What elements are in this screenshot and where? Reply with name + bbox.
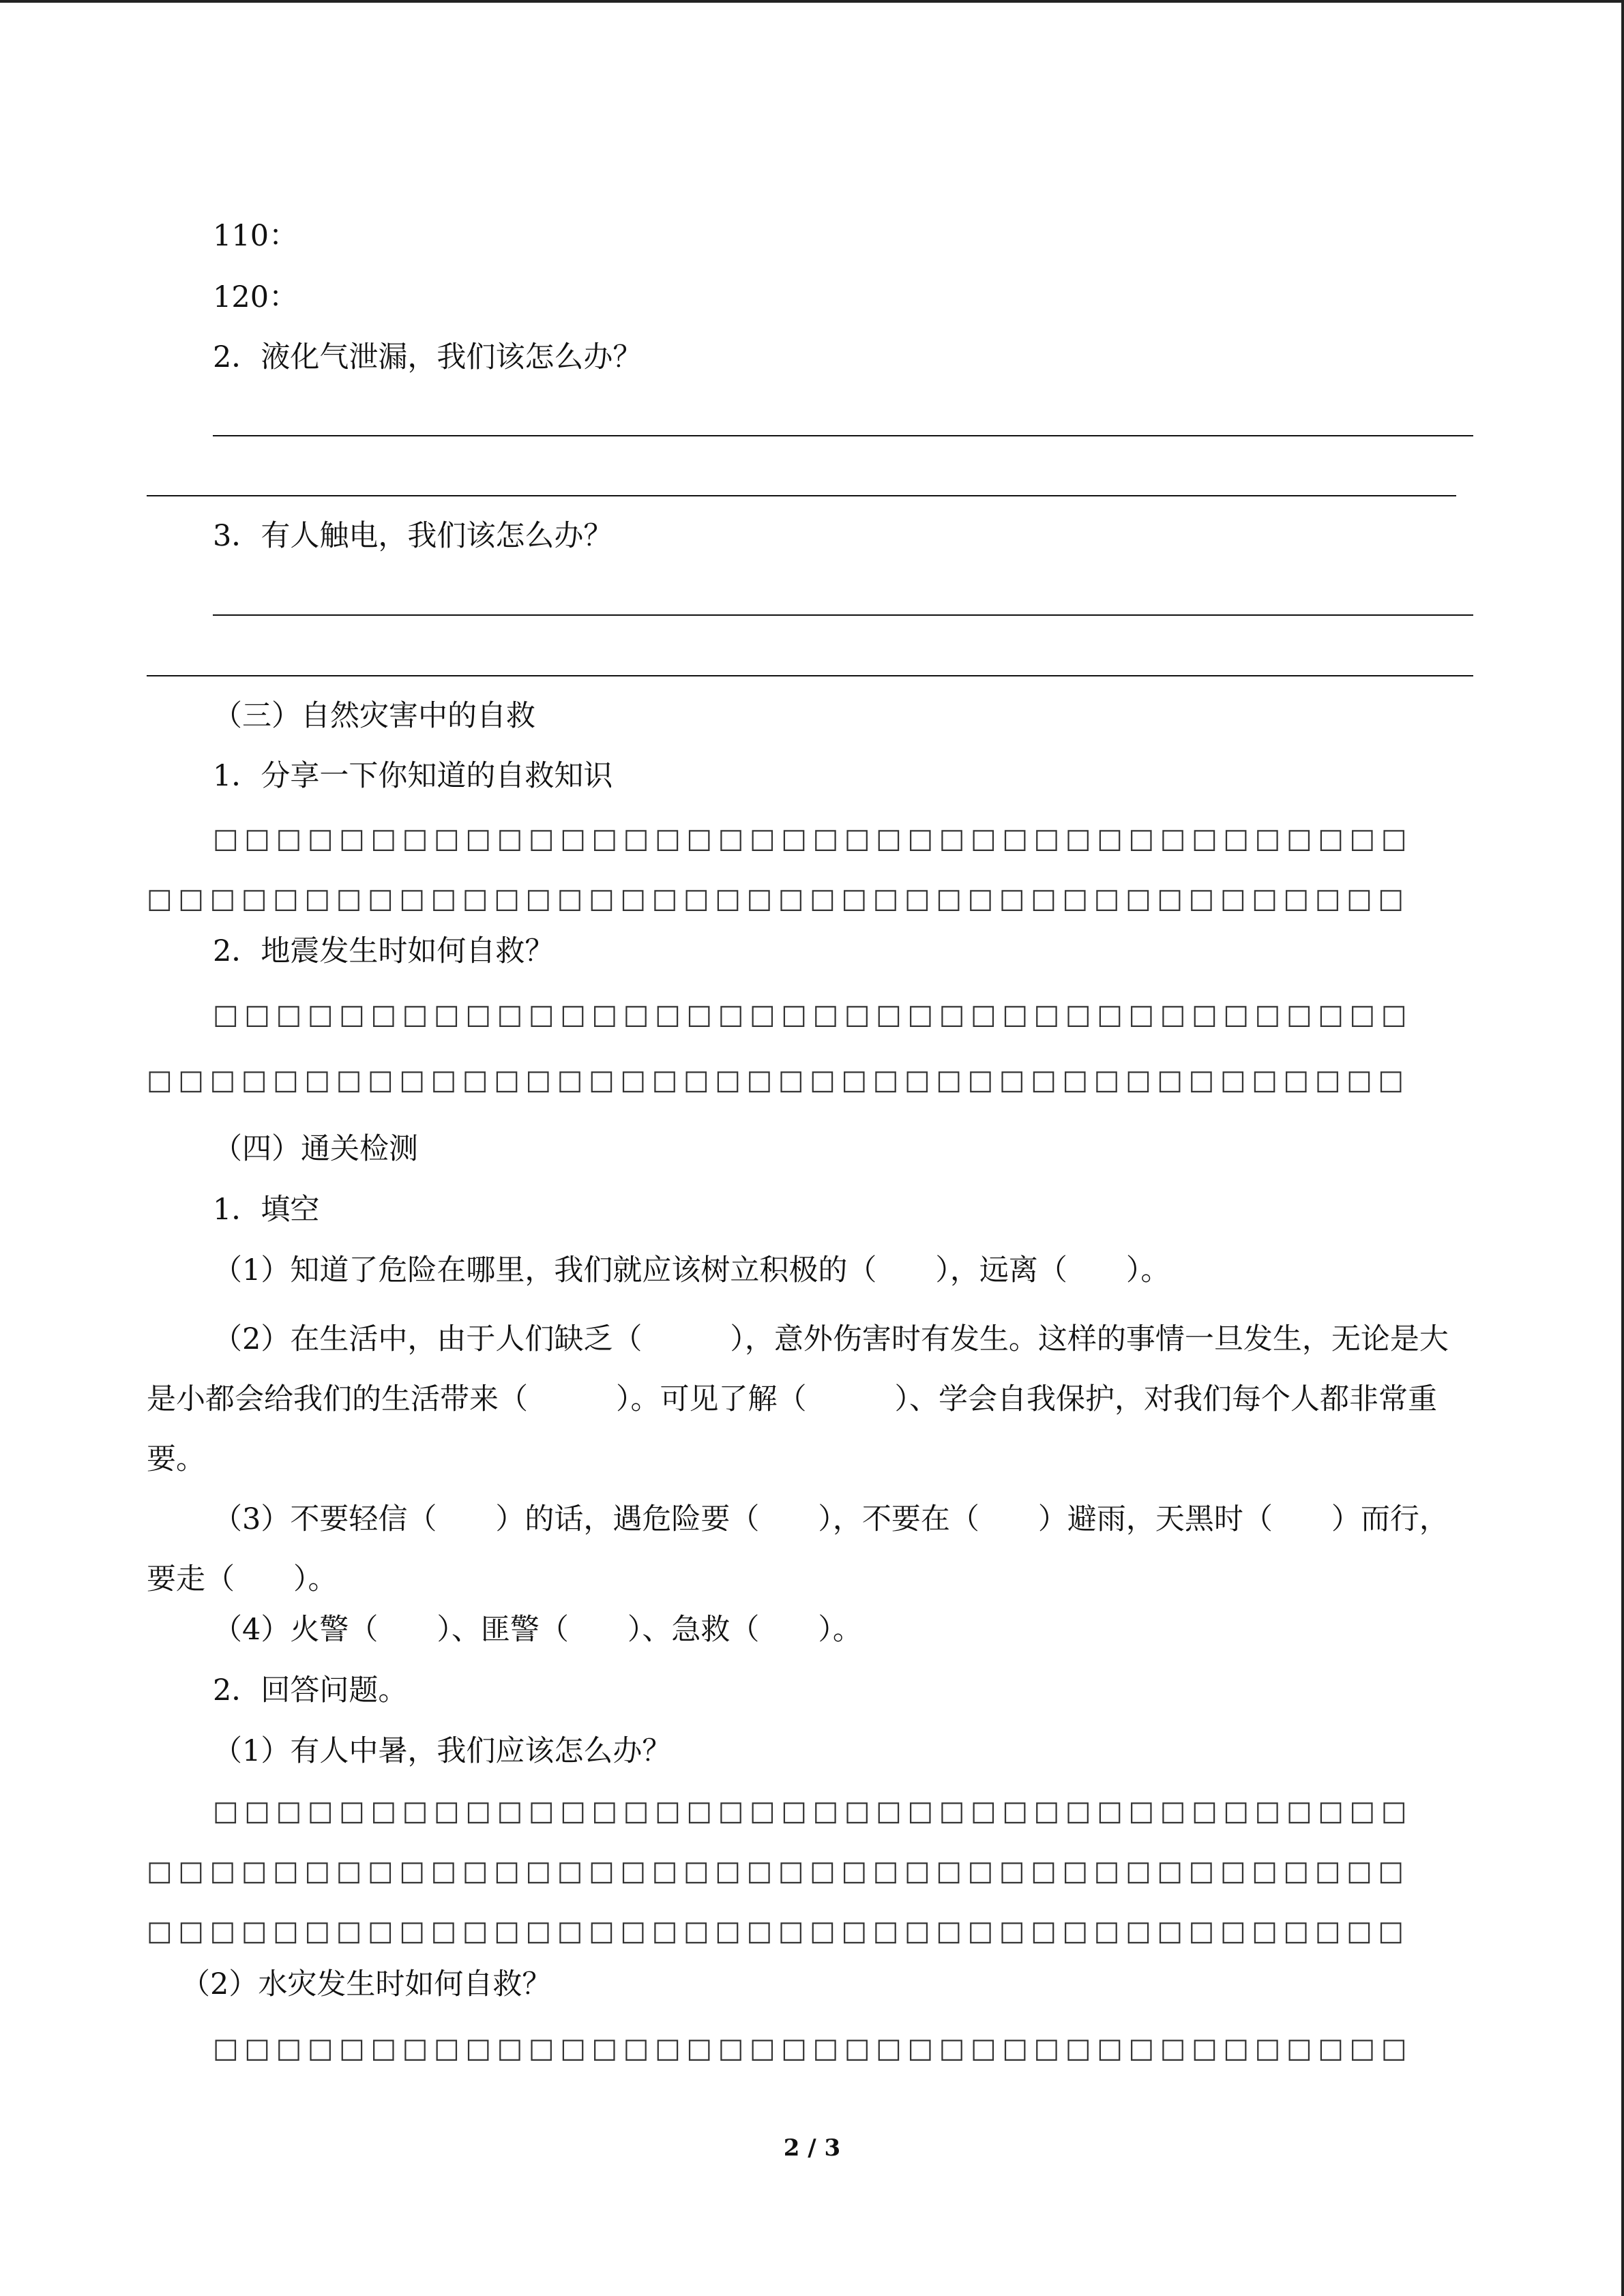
answer-box-row: □□□□□□□□□□□□□□□□□□□□□□□□□□□□□□□□□□□□□□□□ <box>147 1855 1410 1887</box>
fill-blank-item-2: （2）在生活中，由于人们缺乏（ ），意外伤害时有发生。这样的事情一旦发生，无论是大是小都会给我们的生活带来（ ）。可见了解（ ）、学会自我保护，对我们每个人都非常重要。 <box>147 1322 1449 1476</box>
question-share-self-rescue: 1．分享一下你知道的自救知识 <box>213 759 613 793</box>
section-natural-disaster-heading: （三）自然灾害中的自救 <box>213 699 535 733</box>
page-right-border <box>1621 0 1624 2296</box>
answer-line <box>213 435 1473 436</box>
answer-line <box>213 614 1473 616</box>
hotline-120-label: 120： <box>213 280 299 314</box>
answer-box-row: □□□□□□□□□□□□□□□□□□□□□□□□□□□□□□□□□□□□□□□□ <box>147 883 1410 914</box>
answer-questions-heading: 2．回答问题。 <box>213 1673 408 1708</box>
question-heatstroke: （1）有人中暑，我们应该怎么办？ <box>213 1734 672 1768</box>
fill-blank-item-3: （3）不要轻信（ ）的话，遇危险要（ ），不要在（ ）避雨，天黑时（ ）而行，要走（ ）。 <box>147 1502 1449 1596</box>
question-flood: （2）水灾发生时如何自救？ <box>181 1967 552 2001</box>
answer-box-row: □□□□□□□□□□□□□□□□□□□□□□□□□□□□□□□□□□□□□□ <box>213 1795 1413 1827</box>
fill-blank-item-1: （1）知道了危险在哪里，我们就应该树立积极的（ ），远离（ ）。 <box>213 1253 1170 1287</box>
fill-blank-heading: 1．填空 <box>213 1193 320 1227</box>
answer-box-row: □□□□□□□□□□□□□□□□□□□□□□□□□□□□□□□□□□□□□□ <box>213 823 1413 854</box>
answer-box-row: □□□□□□□□□□□□□□□□□□□□□□□□□□□□□□□□□□□□□□ <box>213 999 1413 1030</box>
answer-box-row: □□□□□□□□□□□□□□□□□□□□□□□□□□□□□□□□□□□□□□□□ <box>147 1064 1410 1096</box>
page-number: 2 / 3 <box>783 2134 841 2162</box>
answer-line <box>147 495 1456 496</box>
page-top-border <box>0 0 1624 3</box>
answer-box-row: □□□□□□□□□□□□□□□□□□□□□□□□□□□□□□□□□□□□□□□□ <box>147 1915 1410 1947</box>
hotline-110-label: 110： <box>213 219 299 253</box>
question-earthquake: 2．地震发生时如何自救？ <box>213 934 555 968</box>
question-electric-shock: 3．有人触电，我们该怎么办？ <box>213 519 613 553</box>
fill-blank-item-4: （4）火警（ ）、匪警（ ）、急救（ ）。 <box>213 1613 862 1647</box>
answer-box-row: □□□□□□□□□□□□□□□□□□□□□□□□□□□□□□□□□□□□□□ <box>213 2033 1413 2064</box>
question-gas-leak: 2．液化气泄漏，我们该怎么办？ <box>213 340 643 374</box>
answer-line <box>147 675 1473 676</box>
section-checkpoint-heading: （四）通关检测 <box>213 1132 418 1166</box>
